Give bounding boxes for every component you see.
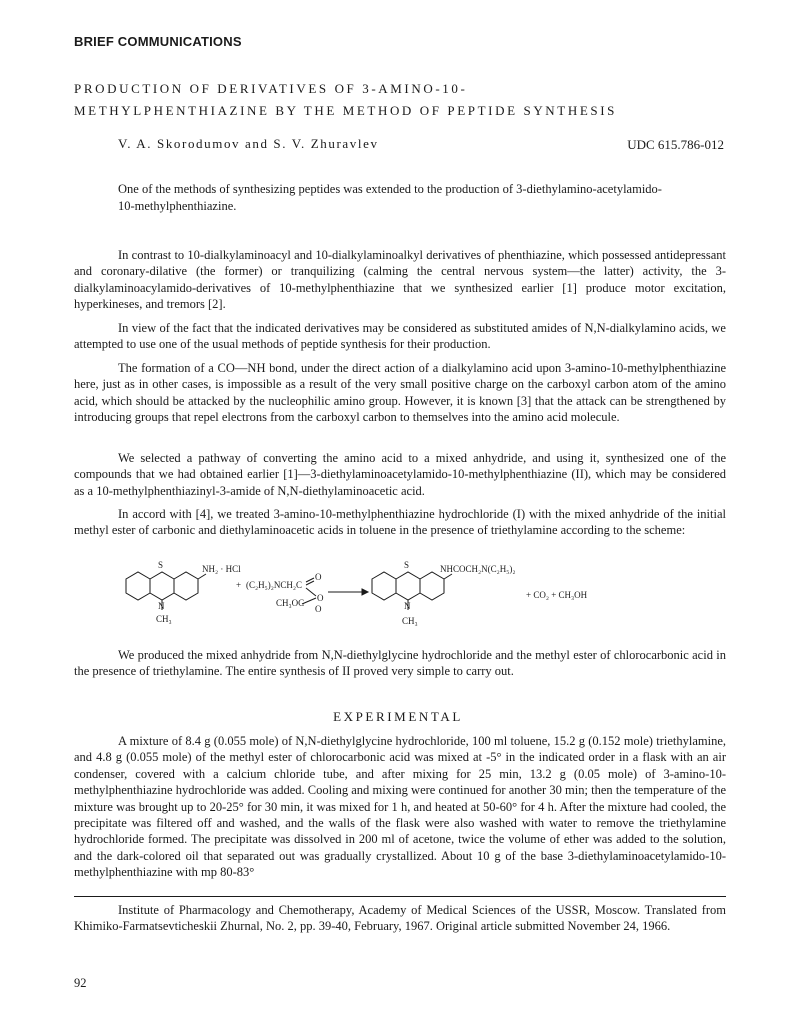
article-title-line-1: PRODUCTION OF DERIVATIVES OF 3-AMINO-10- <box>74 81 468 96</box>
anhydride-top-label: (C₂H₅)₂NCH₂C <box>246 580 303 590</box>
page-number: 92 <box>74 976 87 990</box>
product-nitrogen-label: N <box>404 601 411 611</box>
footnote-divider <box>74 896 726 897</box>
body-paragraph-3: The formation of a CO—NH bond, under the direct action of a dialkylamino acid upon 3-amino-10-methylphenthiazine here, just as in other cases, is impossible as a result of the very small positive charge on the carboxyl carbon atom of the amino acid, which should be attacked by the nucleophilic amino group. However, it is known [3] that the attack can be strengthened by introducing groups that repel electrons from the carboxyl carbon to themselves into the amino acid molecule. <box>74 361 726 425</box>
body-paragraph-1: In contrast to 10-dialkylaminoacyl and 10-dialkylaminoalkyl derivatives of phenthiazine, which possessed antidepressant and coronary-dilative (the former) or tranquilizing (calming the central nervous system—the latter) activity, the 3-dialkylaminoacylamido-derivatives of 10-methylphenthiazine that we synthesized earlier [1] produce motor excitation, hyperkineses, and tremors [2]. <box>74 248 726 312</box>
udc-code: UDC 615.786-012 <box>627 137 724 152</box>
reactant-ring-system <box>126 572 206 610</box>
authors: V. A. Skorodumov and S. V. Zhuravlev <box>118 136 379 151</box>
plus-sign-1: + <box>236 580 242 590</box>
anhydride-oxygen-1: O <box>315 572 322 582</box>
byproducts-label: + CO₂ + CH₃OH <box>526 590 588 600</box>
experimental-heading: EXPERIMENTAL <box>333 709 463 724</box>
body-paragraph-4: We selected a pathway of converting the amino acid to a mixed anhydride, and using it, synthesized one of the compounds that we had obtained earlier [1]—3-diethylaminoacetylamido-10-methylphenthiazine (II), which may be considered as a 10-methylphenthiazinyl-3-amide of N,N-diethylaminoacetic acid. <box>74 451 726 498</box>
anhydride-oxygen-3: O <box>315 604 322 614</box>
anhydride-oxygen-2: O <box>317 593 324 603</box>
experimental-paragraph: A mixture of 8.4 g (0.055 mole) of N,N-diethylglycine hydrochloride, 100 ml toluene, 15.2 g (0.152 mole) triethylamine, and 4.8 g (0.055 mole) of the methyl ester of chlorocarbonic acid was mixed at -5° in the indicated order in a flask with an air condenser, covered with a calcium chloride tube, and after mixing for 25 min, 13.2 g (0.05 mole) of 3-amino-10-methylphenthiazine hydrochloride was added. Cooling and mixing were continued for another 30 min; then the temperature of the mixture was brought up to 20-25° for 30 min, it was mixed for 1 h, and heated at 50-60° for 4 h. After the mixture had cooled, the precipitate was filtered off and washed, and the walls of the flask were also washed with water to remove the triethylamine hydrochloride formed. The precipitate was dissolved in 200 ml of acetone, twice the volume of ether was added to the solution, and the dark-colored oil that separated out was gradually crystallized. About 10 g of the base 3-diethylaminoacetylamido-10-methylphenthiazine with mp 80-83° <box>74 734 726 880</box>
product-methyl-label: CH₃ <box>402 616 418 626</box>
body-paragraph-6: We produced the mixed anhydride from N,N-diethylglycine hydrochloride and the methyl ester of chlorocarbonic acid in the presence of triethylamine. The entire synthesis of II proved very simple to carry out. <box>74 648 726 679</box>
article-title-line-2: METHYLPHENTHIAZINE BY THE METHOD OF PEPTIDE SYNTHESIS <box>74 103 617 118</box>
reactant-nitrogen-label: N <box>158 601 165 611</box>
anhydride-bottom-label: CH₃OC <box>276 598 305 608</box>
product-amide-label: NHCOCH₂N(C₂H₅)₂ <box>440 564 516 574</box>
reactant-methyl-label: CH₃ <box>156 614 172 624</box>
body-paragraph-2: In view of the fact that the indicated derivatives may be considered as substituted amides of N,N-dialkylamino acids, we attempted to use one of the usual methods of peptide synthesis for their production. <box>74 321 726 352</box>
reactant-sulfur-label: S <box>158 560 164 570</box>
reactant-amine-label: NH₂ · HCl <box>202 564 241 574</box>
product-sulfur-label: S <box>404 560 410 570</box>
footnote: Institute of Pharmacology and Chemotherapy, Academy of Medical Sciences of the USSR, Moscow. Translated from Khimiko-Farmatsevticheskii Zhurnal, No. 2, pp. 39-40, February, 1967. Original article submitted November 24, 1966. <box>74 903 726 934</box>
abstract: One of the methods of synthesizing peptides was extended to the production of 3-diethylamino-acetylamido-10-methylphenthiazine. <box>118 182 662 213</box>
reaction-scheme <box>118 554 638 642</box>
reaction-arrow <box>328 589 368 595</box>
body-paragraph-5: In accord with [4], we treated 3-amino-10-methylphenthiazine hydrochloride (I) with the mixed anhydride of the initial methyl ester of carbonic and diethylaminoacetic acids in toluene in the presence of triethylamine according to the scheme: <box>74 507 726 538</box>
section-heading: BRIEF COMMUNICATIONS <box>74 34 242 49</box>
product-ring-system <box>372 572 452 610</box>
